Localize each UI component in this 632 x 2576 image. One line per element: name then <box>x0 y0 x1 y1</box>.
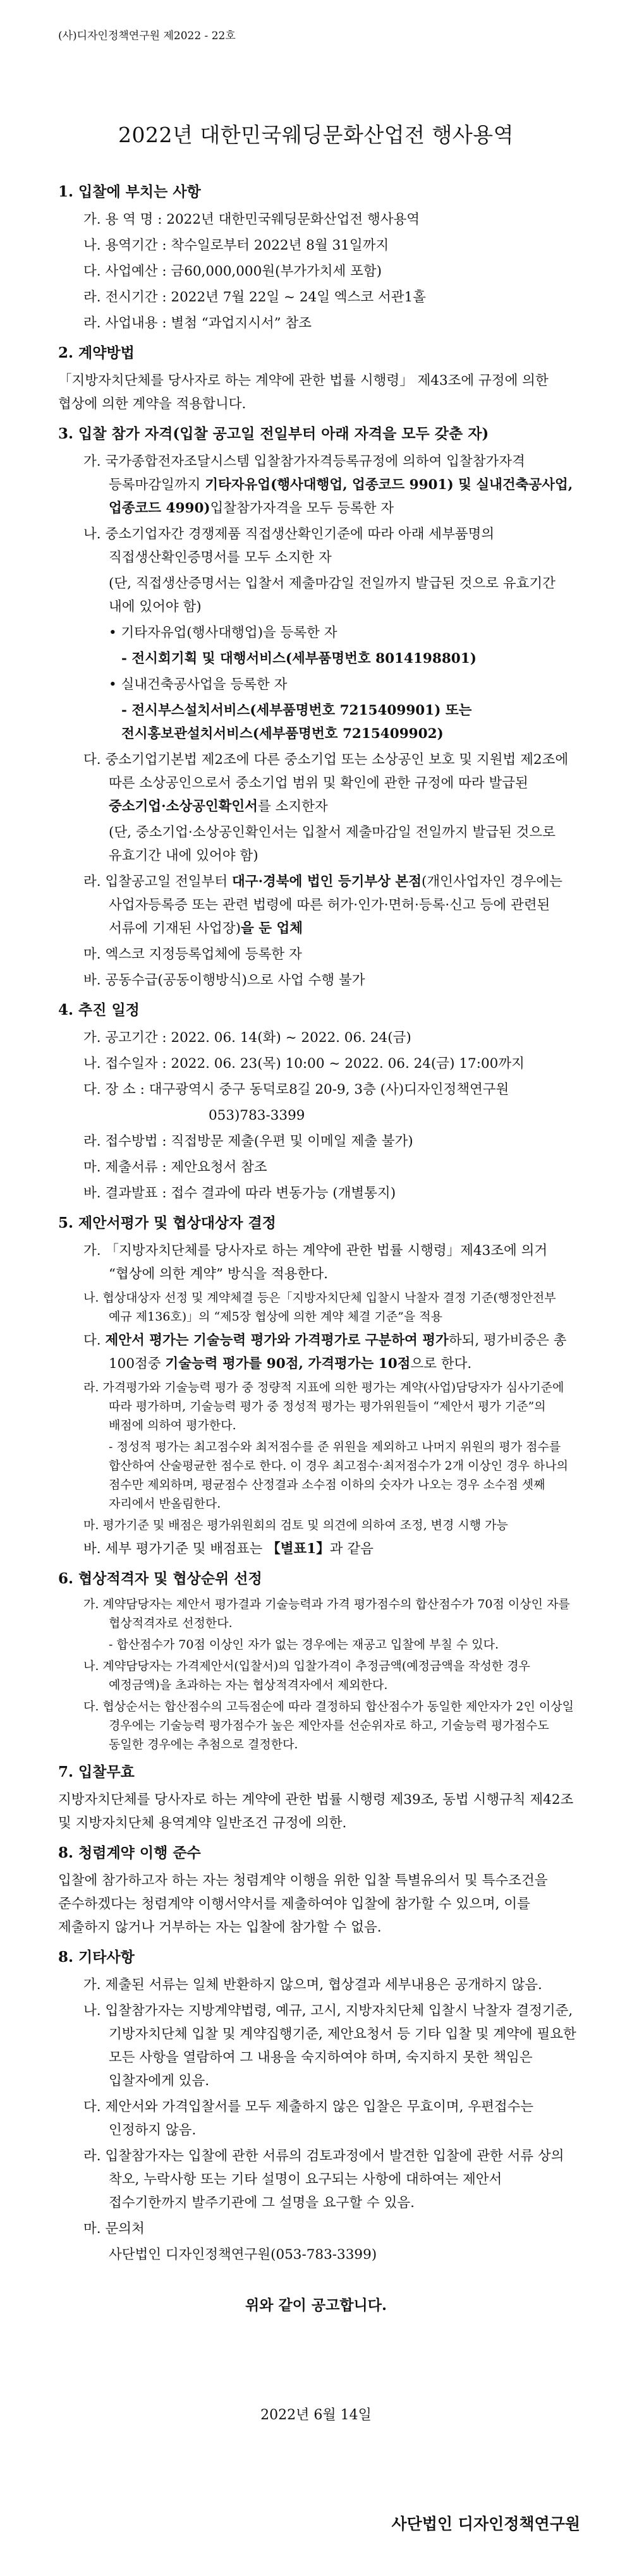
text: 과 같음 <box>329 1541 374 1557</box>
list-item: 라. 접수방법 : 직접방문 제출(우편 및 이메일 제출 불가) <box>83 1134 413 1149</box>
notice-date: 2022년 6월 14일 <box>260 2407 372 2423</box>
text: (개인사업자인 경우에는 사업자등록증 또는 관련 법령에 따른 허가·인가·면허·등록·신고 등에 관련된 서류에 기재된 사업장) <box>109 874 562 936</box>
list-item: 다. 협상순서는 합산점수의 고득점순에 따라 결정하되 합산점수가 동일한 제안자가 2인 이상일 경우에는 기술능력 평가점수가 높은 제안자를 선순위자로 하고, 기술능력 평가점수도 동일한 경우에는 추첨으로 결정한다. <box>83 1700 574 1751</box>
list-item: 라. 가격평가와 기술능력 평가 중 정량적 지표에 의한 평가는 계약(사업)담당자가 심사기준에 따라 평가하며, 기술능력 평가 중 정성적 평가는 평가위원들이 “제안서 평가 기준”의 배점에 의하여 평가한다. <box>83 1381 564 1432</box>
section-evaluation <box>58 1212 583 1561</box>
list-item: 마. 제출서류 : 제안요청서 참조 <box>83 1159 267 1175</box>
section-heading: 8. 청렴계약 이행 준수 <box>58 1844 201 1861</box>
list-item: 마. 문의처 <box>83 2221 145 2237</box>
text: 라. 입찰공고일 전일부터 <box>83 874 233 890</box>
section-negotiation <box>58 1568 583 1754</box>
text: 가. 국가종합전자조달시스템 입찰참가자격등록규정에 의하여 입찰참가자격 등록마감일까지 <box>83 454 525 493</box>
list-item <box>83 870 583 940</box>
emphasis: 대구·경북에 법인 등기부상 본점 <box>232 874 422 890</box>
emphasis: 제안서 평가는 기술능력 평가와 가격평가로 구분하여 평가 <box>105 1333 449 1348</box>
bullet-detail: - 전시부스설치서비스(세부품명번호 7215409901) 또는 전시홍보관설치서비스(세부품명번호 7215409902) <box>121 703 472 742</box>
list-item: 나. 접수일자 : 2022. 06. 23(목) 10:00 ~ 2022. 06. 24(금) 17:00까지 <box>83 1056 525 1072</box>
paragraph: 입찰에 참가하고자 하는 자는 청렴계약 이행을 위한 입찰 특별유의서 및 특수조건을 준수하겠다는 청렴계약 이행서약서를 제출하여야 입찰에 참가할 수 있으며, 이를 제출하지 않거나 거부하는 자는 입찰에 참가할 수 없음. <box>58 1873 548 1935</box>
list-item: 가. 계약담당자는 제안서 평가결과 기술능력과 가격 평가점수의 합산점수가 70점 이상인 자를 협상적격자로 선정한다. <box>83 1597 570 1630</box>
text: 바. 세부 평가기준 및 배점표는 <box>83 1541 267 1557</box>
section-bid-items <box>58 181 583 335</box>
emphasis: 기타자유업(행사대행업, 업종코드 9901) 및 실내건축공사업, 업종코드 4990) <box>109 477 573 516</box>
section-heading: 8. 기타사항 <box>58 1949 135 1966</box>
list-item: 가. 「지방자치단체를 당사자로 하는 계약에 관한 법률 시행령」제43조에 의거 “협상에 의한 계약” 방식을 적용한다. <box>83 1243 548 1282</box>
note: (단, 중소기업·소상공인확인서는 입찰서 제출마감일 전일까지 발급된 것으로 유효기간 내에 있어야 함) <box>109 825 556 864</box>
list-item: 나. 중소기업자간 경쟁제품 직접생산확인기준에 따라 아래 세부품명의 직접생산확인증명서를 모두 소지한 자 <box>83 526 495 565</box>
organization-name: 사단법인 디자인정책연구원 <box>391 2515 580 2533</box>
text: 으로 한다. <box>410 1356 472 1372</box>
list-item: 다. 장 소 : 대구광역시 중구 동덕로8길 20-9, 3층 (사)디자인정책연구원 <box>83 1082 509 1098</box>
document-number: (사)디자인정책연구원 제2022 - 22호 <box>58 30 236 42</box>
section-heading: 2. 계약방법 <box>58 344 135 361</box>
section-heading: 1. 입찰에 부치는 사항 <box>58 183 201 200</box>
list-item: 가. 공고기간 : 2022. 06. 14(화) ~ 2022. 06. 24(금) <box>83 1030 411 1046</box>
list-item: 나. 협상대상자 선정 및 계약체결 등은「지방자치단체 입찰시 낙찰자 결정 기준(행정안전부 예규 제136호)」의 “제5장 협상에 의한 계약 체결 기준”을 적용 <box>83 1291 556 1324</box>
section-heading: 5. 제안서평가 및 협상대상자 결정 <box>58 1214 276 1231</box>
note: - 합산점수가 70점 이상인 자가 없는 경우에는 재공고 입찰에 부칠 수 있다. <box>109 1638 499 1652</box>
list-item <box>83 1329 583 1376</box>
list-item: 나. 계약담당자는 가격제안서(입찰서)의 입찰가격이 추정금액(예정금액을 작성한 경우 예정금액)을 초과하는 자는 협상적격자에서 제외한다. <box>83 1659 530 1692</box>
list-item: 바. 결과발표 : 접수 결과에 따라 변동가능 (개별통지) <box>83 1185 396 1201</box>
text: 다. <box>83 1333 106 1348</box>
emphasis: 중소기업·소상공인확인서 <box>109 799 258 814</box>
list-item: 다. 사업예산 : 금60,000,000원(부가가치세 포함) <box>83 263 382 279</box>
section-eligibility <box>58 423 583 992</box>
list-item: 다. 제안서와 가격입찰서를 모두 제출하지 않은 입찰은 무효이며, 우편접수는 인정하지 않음. <box>83 2099 534 2138</box>
emphasis: 【별표1】 <box>267 1541 330 1557</box>
section-contract-method <box>58 342 583 416</box>
section-invalid-bid <box>58 1762 583 1835</box>
list-item: 가. 용 역 명 : 2022년 대한민국웨딩문화산업전 행사용역 <box>83 212 420 227</box>
text: 입찰참가자격을 모두 등록한 자 <box>210 500 394 516</box>
text: 다. 중소기업기본법 제2조에 다른 중소기업 또는 소상공인 보호 및 지원법 제2조에 따른 소상공인으로서 중소기업 범위 및 확인에 관한 규정에 따라 발급된 <box>83 752 569 791</box>
section-heading: 4. 추진 일정 <box>58 1001 140 1019</box>
list-item <box>83 450 583 520</box>
notice-body <box>58 174 583 2269</box>
list-item: 마. 엑스코 지정등록업체에 등록한 자 <box>83 946 302 962</box>
text: 를 소지한자 <box>257 799 328 814</box>
phone-number: 053)783-3399 <box>209 1108 305 1123</box>
list-item <box>83 1537 583 1561</box>
section-heading: 6. 협상적격자 및 협상순위 선정 <box>58 1570 262 1587</box>
list-item: 나. 용역기간 : 착수일로부터 2022년 8월 31일까지 <box>83 238 389 253</box>
note: (단, 직접생산증명서는 입찰서 제출마감일 전일까지 발급된 것으로 유효기간 내에 있어야 함) <box>109 576 556 615</box>
list-item: 나. 입찰참가자는 지방계약법령, 예규, 고시, 지방자치단체 입찰시 낙찰자 결정기준, 기방자치단체 입찰 및 계약집행기준, 제안요청서 등 기타 입찰 및 계약에 필요한 모든 사항을 열람하여 그 내용을 숙지하여야 하며, 숙지하지 못한 책임은 입찰자에게 있음. <box>83 2003 576 2089</box>
contact-info: 사단법인 디자인정책연구원(053-783-3399) <box>109 2247 377 2263</box>
note: - 정성적 평가는 최고점수와 최저점수를 준 위원을 제외하고 나머지 위원의 평가 점수를 합산하여 산술평균한 점수로 한다. 이 경우 최고점수·최저점수가 2개 이상인 경우 하나의 점수만 제외하며, 평균점수 산정결과 소수점 이하의 숫자가 나오는 경우 소수점 셋째 자리에서 반올림한다. <box>109 1440 568 1511</box>
paragraph: 지방자치단체를 당사자로 하는 계약에 관한 법률 시행령 제39조, 동법 시행규칙 제42조 및 지방자치단체 용역계약 일반조건 규정에 의한. <box>58 1792 574 1831</box>
list-item: 바. 공동수급(공동이행방식)으로 사업 수행 불가 <box>83 972 365 988</box>
section-heading: 3. 입찰 참가 자격(입찰 공고일 전일부터 아래 자격을 모두 갖춘 자) <box>58 425 489 442</box>
emphasis: 기술능력 평가를 90점, 가격평가는 10점 <box>165 1356 411 1372</box>
section-misc <box>58 1947 583 2266</box>
list-item: 라. 전시기간 : 2022년 7월 22일 ~ 24일 엑스코 서관1홀 <box>83 289 426 305</box>
list-item: 라. 입찰참가자는 입찰에 관한 서류의 검토과정에서 발견한 입찰에 관한 서류 상의 착오, 누락사항 또는 기타 설명이 요구되는 사항에 대하여는 제안서 접수기한까지 발주기관에 그 설명을 요구할 수 있음. <box>83 2148 564 2211</box>
section-heading: 7. 입찰무효 <box>58 1763 135 1781</box>
closing-statement: 위와 같이 공고합니다. <box>245 2297 387 2314</box>
list-item: 가. 제출된 서류는 일체 반환하지 않으며, 협상결과 세부내용은 공개하지 않음. <box>83 1977 542 1993</box>
emphasis: 을 둔 업체 <box>240 921 303 936</box>
list-item: 라. 사업내용 : 별첨 “과업지시서” 참조 <box>83 315 312 331</box>
paragraph: 「지방자치단체를 당사자로 하는 계약에 관한 법률 시행령」 제43조에 규정에 의한 협상에 의한 계약을 적용합니다. <box>58 373 549 412</box>
bullet-item: • 기타자유업(행사대행업)을 등록한 자 <box>109 625 337 641</box>
text: 하되, 평가비중은 총 100점중 <box>109 1333 567 1372</box>
bullet-item: • 실내건축공사업을 등록한 자 <box>109 677 288 692</box>
list-item <box>83 748 583 818</box>
section-schedule <box>58 1000 583 1205</box>
page-title: 2022년 대한민국웨딩문화산업전 행사용역 <box>118 123 514 147</box>
section-integrity <box>58 1842 583 1939</box>
bullet-detail: - 전시회기획 및 대행서비스(세부품명번호 8014198801) <box>121 651 477 667</box>
list-item: 마. 평가기준 및 배점은 평가위원회의 검토 및 의견에 의하여 조정, 변경 시행 가능 <box>83 1518 508 1532</box>
